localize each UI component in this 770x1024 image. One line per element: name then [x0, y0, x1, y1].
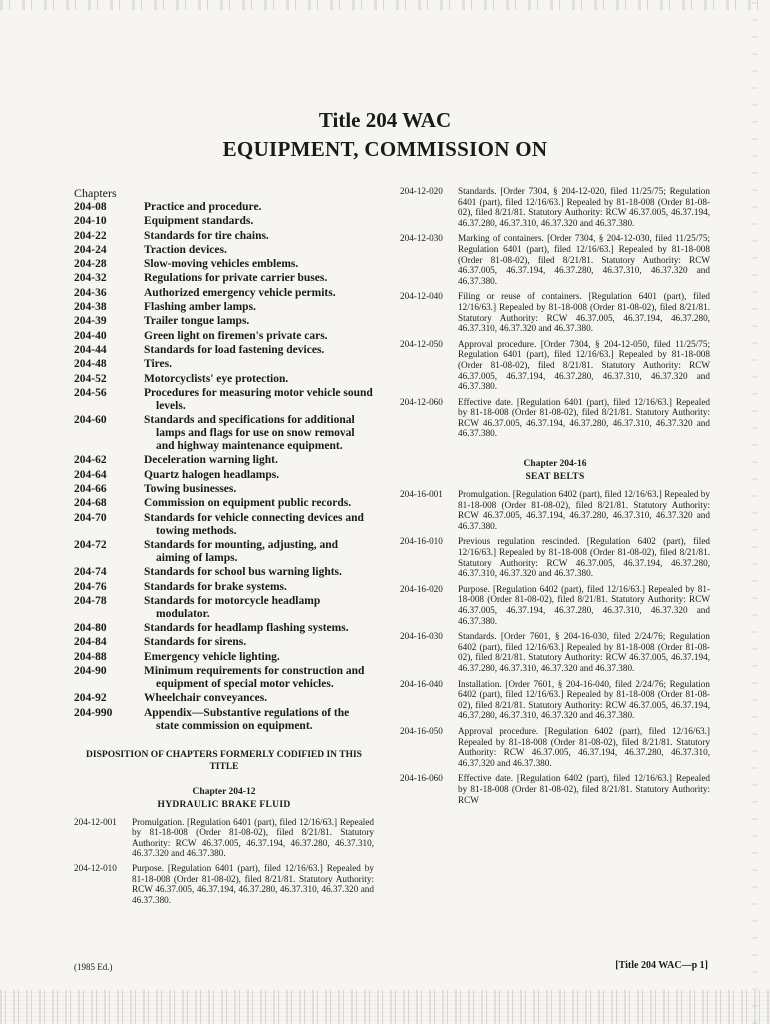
chapter-entry	[74, 344, 374, 357]
chapter-number: 204-10	[74, 215, 107, 228]
chapter-number: 204-28	[74, 258, 107, 271]
chapter-entry	[74, 497, 374, 510]
chapter-number: 204-40	[74, 329, 107, 342]
chapter-entry	[74, 665, 374, 691]
chapter-number: 204-60	[74, 414, 107, 427]
chapter-title: Standards for vehicle connecting devices and towing methods.	[144, 511, 364, 537]
chapter-title: Traction devices.	[144, 243, 227, 256]
section-number: 204-16-040	[400, 678, 443, 689]
chapters-label: Chapters	[74, 186, 117, 200]
section-number: 204-12-030	[400, 233, 443, 244]
chapter-number: 204-08	[74, 201, 107, 213]
chapter-16-sections	[400, 489, 710, 805]
chapter-title: Standards for tire chains.	[144, 229, 269, 242]
right-column	[400, 186, 710, 810]
chapter-title: Emergency vehicle lighting.	[144, 650, 280, 663]
chapter-title: Standards for school bus warning lights.	[144, 566, 342, 579]
chapter-entry	[74, 215, 374, 228]
section-entry	[400, 631, 710, 673]
chapter-title: Green light on firemen's private cars.	[144, 329, 328, 342]
chapter-16-subheading: SEAT BELTS	[525, 472, 585, 483]
section-text: Purpose. [Regulation 6401 (part), filed 12/16/63.] Repealed by 81-18-008 (Order 81-08-02), filed 8/21/81. Statutory Authority: RCW 46.37.005, 46.37.194, 46.37.280, 46.37.310, 46.37.320 and 46.37.380.	[132, 862, 374, 905]
chapter-12-sections-right	[400, 186, 710, 439]
section-entry	[400, 397, 710, 439]
chapter-entry	[74, 301, 374, 314]
section-entry	[400, 489, 710, 531]
chapter-number: 204-44	[74, 343, 107, 356]
section-number: 204-12-020	[400, 186, 443, 196]
chapter-number: 204-74	[74, 566, 107, 579]
chapter-entry	[74, 201, 374, 214]
chapter-12-heading: Chapter 204-12	[192, 786, 256, 797]
chapter-title: Wheelchair conveyances.	[144, 692, 268, 705]
chapter-entry	[74, 230, 374, 243]
section-text: Previous regulation rescinded. [Regulation 6402 (part), filed 12/16/63.] Repealed by 81-18-008 (Order 81-08-02), filed 8/21/81. Statutory Authority: RCW 46.37.005, 46.37.194, 46.37.280, 46.37.310, 46.37.320 and 46.37.380.	[458, 536, 710, 579]
section-number: 204-12-001	[74, 816, 117, 827]
section-text: Effective date. [Regulation 6401 (part), filed 12/16/63.] Repealed by 81-18-008 (Order 81-08-02), filed 8/21/81. Statutory Authority: RCW 46.37.005, 46.37.194, 46.37.280, 46.37.310, 46.37.320 and 46.37.380.	[458, 396, 710, 439]
chapter-number: 204-84	[74, 636, 107, 649]
edition-label: (1985 Ed.)	[74, 962, 113, 972]
section-text: Standards. [Order 7601, § 204-16-030, filed 2/24/76; Regulation 6402 (part), filed 12/16/63.] Repealed by 81-18-008 (Order 81-08-02), filed 8/21/81. Statutory Authority: RCW 46.37.005, 46.37.194, 46.37.280, 46.37.310, 46.37.320 and 46.37.380.	[458, 631, 710, 673]
chapter-entry	[74, 414, 374, 453]
section-number: 204-16-030	[400, 631, 443, 642]
section-text: Promulgation. [Regulation 6401 (part), filed 12/16/63.] Repealed by 81-18-008 (Order 81-08-02), filed 8/21/81. Statutory Authority: RCW 46.37.005, 46.37.194, 46.37.280, 46.37.310, 46.37.320 and 46.37.380.	[132, 816, 374, 859]
left-column	[74, 186, 374, 909]
chapter-number: 204-64	[74, 468, 107, 481]
chapter-number: 204-90	[74, 665, 107, 678]
chapter-entry	[74, 287, 374, 300]
section-number: 204-12-040	[400, 291, 443, 302]
section-number: 204-16-010	[400, 536, 443, 547]
section-number: 204-12-050	[400, 338, 443, 349]
chapter-entry	[74, 512, 374, 538]
chapter-number: 204-72	[74, 538, 107, 551]
chapter-number: 204-62	[74, 454, 107, 467]
chapter-number: 204-32	[74, 272, 107, 285]
section-entry	[400, 536, 710, 578]
chapter-title: Towing businesses.	[144, 483, 237, 496]
section-entry	[400, 679, 710, 721]
section-number: 204-16-001	[400, 489, 443, 500]
chapter-number: 204-39	[74, 315, 107, 328]
chapter-number: 204-92	[74, 692, 107, 705]
chapter-title: Flashing amber lamps.	[144, 301, 256, 314]
chapter-entry	[74, 454, 374, 467]
chapter-number: 204-22	[74, 229, 107, 242]
chapter-number: 204-24	[74, 243, 107, 256]
scan-noise-top	[0, 0, 770, 10]
section-text: Marking of containers. [Order 7304, § 204-12-030, filed 11/25/75; Regulation 6401 (part), filed 12/16/63.] Repealed by 81-18-008 (Order 81-08-02), filed 8/21/81. Statutory Authority: RCW 46.37.005, 46.37.194, 46.37.280, 46.37.310, 46.37.320 and 46.37.380.	[458, 233, 710, 286]
chapter-title: Standards and specifications for additional lamps and flags for use on snow removal and highway maintenance equipment.	[144, 414, 355, 453]
chapter-entry	[74, 539, 374, 565]
chapter-12-subheading: HYDRAULIC BRAKE FLUID	[157, 799, 291, 810]
section-text: Filing or reuse of containers. [Regulation 6401 (part), filed 12/16/63.] Repealed by 81-18-008 (Order 81-08-02), filed 8/21/81. Statutory Authority: RCW 46.37.005, 46.37.194, 46.37.280, 46.37.310, 46.37.320 and 46.37.380.	[458, 291, 710, 334]
chapter-number: 204-80	[74, 622, 107, 635]
section-entry	[74, 863, 374, 905]
section-entry	[74, 817, 374, 859]
page-number: [Title 204 WAC—p 1]	[615, 960, 708, 971]
section-text: Promulgation. [Regulation 6402 (part), filed 12/16/63.] Repealed by 81-18-008 (Order 81-08-02), filed 8/21/81. Statutory Authority: RCW 46.37.005, 46.37.194, 46.37.280, 46.37.310, 46.37.320 and 46.37.380.	[458, 489, 710, 531]
chapter-title: Standards for brake systems.	[144, 580, 287, 593]
page-title-line1: Title 204 WAC	[318, 108, 452, 132]
chapter-title: Standards for sirens.	[144, 636, 247, 649]
chapter-title: Regulations for private carrier buses.	[144, 272, 328, 285]
chapter-number: 204-68	[74, 497, 107, 510]
section-number: 204-16-020	[400, 583, 443, 594]
chapter-entry	[74, 692, 374, 705]
chapter-entry	[74, 244, 374, 257]
chapter-title: Slow-moving vehicles emblems.	[144, 258, 299, 271]
chapter-entry	[74, 595, 374, 621]
chapter-entry	[74, 469, 374, 482]
chapter-title: Standards for mounting, adjusting, and aiming of lamps.	[144, 538, 339, 564]
section-text: Approval procedure. [Regulation 6402 (part), filed 12/16/63.] Repealed by 81-18-008 (Order 81-08-02), filed 8/21/81. Statutory Authority: RCW 46.37.005, 46.37.194, 46.37.280, 46.37.310, 46.37.320 and 46.37.380.	[458, 725, 710, 768]
chapter-number: 204-88	[74, 650, 107, 663]
chapter-entry	[74, 566, 374, 579]
chapter-title: Standards for headlamp flashing systems.	[144, 622, 349, 635]
disposition-heading: DISPOSITION OF CHAPTERS FORMERLY CODIFIED IN THIS TITLE	[86, 749, 362, 772]
chapter-number: 204-56	[74, 386, 107, 399]
chapter-title: Commission on equipment public records.	[144, 497, 352, 510]
chapter-number: 204-52	[74, 372, 107, 385]
chapter-entry	[74, 387, 374, 413]
chapter-title: Standards for load fastening devices.	[144, 343, 325, 356]
section-entry	[400, 291, 710, 333]
section-text: Installation. [Order 7601, § 204-16-040, filed 2/24/76; Regulation 6402 (part), filed 12/16/63.] Repealed by 81-18-008 (Order 81-08-02), filed 8/21/81. Statutory Authority: RCW 46.37.005, 46.37.194, 46.37.280, 46.37.310, 46.37.320 and 46.37.380.	[458, 678, 710, 721]
chapter-entry	[74, 272, 374, 285]
section-number: 204-12-060	[400, 396, 443, 407]
chapter-entry	[74, 358, 374, 371]
section-entry	[400, 773, 710, 805]
section-number: 204-12-010	[74, 862, 117, 873]
chapters-list	[74, 201, 374, 733]
chapter-number: 204-76	[74, 580, 107, 593]
chapter-title: Appendix—Substantive regulations of the state commission on equipment.	[144, 706, 350, 732]
chapter-title: Minimum requirements for construction and equipment of special motor vehicles.	[144, 665, 365, 691]
section-entry	[400, 584, 710, 626]
chapter-title: Procedures for measuring motor vehicle sound levels.	[144, 386, 373, 412]
scan-noise-bottom	[0, 990, 770, 1024]
chapter-entry	[74, 707, 374, 733]
chapter-number: 204-66	[74, 483, 107, 496]
chapter-title: Equipment standards.	[144, 215, 254, 228]
section-text: Purpose. [Regulation 6402 (part), filed 12/16/63.] Repealed by 81-18-008 (Order 81-08-02), filed 8/21/81. Statutory Authority: RCW 46.37.005, 46.37.194, 46.37.280, 46.37.310, 46.37.320 and 46.37.380.	[458, 583, 710, 626]
section-entry	[400, 186, 710, 228]
chapter-entry	[74, 315, 374, 328]
section-text: Standards. [Order 7304, § 204-12-020, filed 11/25/75; Regulation 6401 (part), filed 12/16/63.] Repealed by 81-18-008 (Order 81-08-02), filed 8/21/81. Statutory Authority: RCW 46.37.005, 46.37.194, 46.37.280, 46.37.310, 46.37.320 and 46.37.380.	[458, 186, 710, 228]
chapter-title: Authorized emergency vehicle permits.	[144, 286, 336, 299]
section-text: Approval procedure. [Order 7304, § 204-12-050, filed 11/25/75; Regulation 6401 (part), filed 12/16/63.] Repealed by 81-18-008 (Order 81-08-02), filed 8/21/81. Statutory Authority: RCW 46.37.005, 46.37.194, 46.37.280, 46.37.310, 46.37.320 and 46.37.380.	[458, 338, 710, 392]
chapter-number: 204-38	[74, 301, 107, 314]
section-entry	[400, 726, 710, 768]
chapter-title: Practice and procedure.	[144, 201, 262, 213]
chapter-entry	[74, 483, 374, 496]
chapter-entry	[74, 651, 374, 664]
chapter-title: Motorcyclists' eye protection.	[144, 372, 289, 385]
chapter-number: 204-78	[74, 594, 107, 607]
chapter-entry	[74, 258, 374, 271]
page-title-line2: EQUIPMENT, COMMISSION ON	[222, 137, 548, 161]
chapter-number: 204-70	[74, 511, 107, 524]
chapter-entry	[74, 581, 374, 594]
chapter-16-heading: Chapter 204-16	[523, 459, 587, 470]
chapter-title: Trailer tongue lamps.	[144, 315, 250, 328]
chapter-title: Tires.	[144, 358, 173, 371]
chapter-title: Deceleration warning light.	[144, 454, 278, 467]
chapter-title: Standards for motorcycle headlamp modulator.	[144, 594, 321, 620]
section-number: 204-16-060	[400, 773, 443, 784]
section-entry	[400, 339, 710, 392]
chapter-12-sections-left	[74, 817, 374, 906]
chapter-number: 204-36	[74, 286, 107, 299]
chapter-entry	[74, 622, 374, 635]
chapter-title: Quartz halogen headlamps.	[144, 468, 280, 481]
section-text: Effective date. [Regulation 6402 (part), filed 12/16/63.] Repealed by 81-18-008 (Order 81-08-02), filed 8/21/81. Statutory Authority: RCW	[458, 773, 710, 805]
chapter-entry	[74, 330, 374, 343]
chapter-entry	[74, 636, 374, 649]
chapter-number: 204-48	[74, 358, 107, 371]
section-number: 204-16-050	[400, 725, 443, 736]
section-entry	[400, 233, 710, 286]
chapter-number: 204-990	[74, 706, 113, 719]
chapter-entry	[74, 373, 374, 386]
